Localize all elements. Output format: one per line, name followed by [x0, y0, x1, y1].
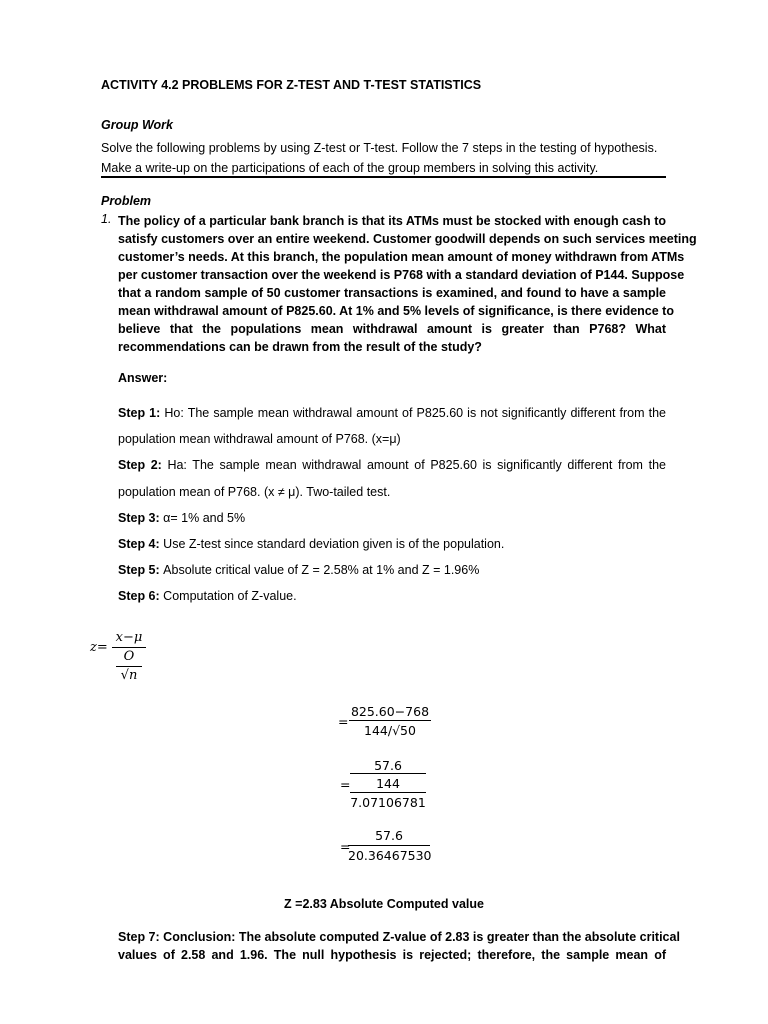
problem-line: recommendations can be drawn from the result of the study? — [118, 340, 482, 354]
f3-numerator: 57.6 — [375, 828, 403, 843]
step-7-line-2: values of 2.58 and 1.96. The null hypothesis is rejected; therefore, the sample mean of — [118, 948, 666, 962]
f2-inner-bar — [350, 792, 426, 793]
step-6-text: Computation of Z-value. — [163, 589, 297, 603]
answer-label: Answer: — [118, 371, 168, 385]
step-3-label: Step 3: — [118, 511, 160, 525]
f2-middle: 144 — [376, 776, 400, 791]
group-work-heading: Group Work — [101, 118, 173, 132]
f2-bar — [350, 773, 426, 774]
step-7-label: Step 7: — [118, 930, 160, 944]
problem-line: The policy of a particular bank branch is that its ATMs must be stocked with enough cash to — [118, 214, 666, 228]
step-2-line-1 — [118, 458, 666, 472]
step-4-label: Step 4: — [118, 537, 160, 551]
step-2-label: Step 2: — [118, 458, 162, 472]
step-1-line-1 — [118, 406, 666, 420]
problem-line: satisfy customers over an entire weekend. Customer goodwill depends on such services meeting — [118, 232, 697, 246]
problem-line: customer’s needs. At this branch, the population mean amount of money withdrawn from ATMs — [118, 250, 685, 264]
step-3-text: α= 1% and 5% — [163, 511, 246, 525]
step-4 — [118, 537, 666, 551]
f2-numerator: 57.6 — [374, 758, 402, 773]
step-5-text: Absolute critical value of Z = 2.58% at 1% and Z = 1.96% — [163, 563, 480, 577]
z-fraction-bar — [112, 647, 146, 648]
z-den-top: O — [123, 649, 135, 664]
step-4-text: Use Z-test since standard deviation given is of the population. — [163, 537, 505, 551]
instructions — [101, 138, 666, 178]
step-3 — [118, 511, 666, 525]
problem-statement — [118, 212, 697, 356]
step-2-line-2: population mean of P768. (x ≠ μ). Two-tailed test. — [118, 485, 391, 499]
step-1-text: Ho: The sample mean withdrawal amount of P825.60 is not significantly different from the — [164, 406, 666, 420]
problem-line: per customer transaction over the weekend is P768 with a standard deviation of P144. Suppose — [118, 268, 685, 282]
f1-numerator: 825.60−768 — [350, 704, 430, 719]
step-1-line-2: population mean withdrawal amount of P768. (x=μ) — [118, 432, 401, 446]
problem-line: mean withdrawal amount of P825.60. At 1% and 5% levels of significance, is there evidence to — [118, 304, 674, 318]
instruction-line: Make a write-up on the participations of each of the group members in solving this activity. — [101, 161, 599, 175]
z-inner-bar — [116, 666, 142, 667]
problem-heading: Problem — [101, 194, 152, 208]
step-7-line-1 — [118, 930, 680, 944]
equals-sign: = — [338, 714, 349, 729]
f3-denominator: 20.36467530 — [348, 848, 432, 863]
problem-line: believe that the populations mean withdrawal amount is greater than P768? What — [118, 322, 666, 336]
step-5 — [118, 563, 666, 577]
equals-sign: = — [340, 839, 351, 854]
z-den-bot: √n — [120, 668, 138, 683]
z-result: Z =2.83 Absolute Computed value — [284, 897, 484, 911]
f1-denominator: 144/√50 — [364, 723, 416, 738]
step-6-label: Step 6: — [118, 589, 160, 603]
step-5-label: Step 5: — [118, 563, 160, 577]
z-numerator: x−μ — [115, 630, 143, 645]
step-1-label: Step 1: — [118, 406, 161, 420]
problem-number: 1. — [101, 212, 112, 226]
step-2-text: Ha: The sample mean withdrawal amount of P825.60 is significantly different from the — [167, 458, 666, 472]
problem-line: that a random sample of 50 customer transactions is examined, and found to have a sample — [118, 286, 666, 300]
activity-title: ACTIVITY 4.2 PROBLEMS FOR Z-TEST AND T-TEST STATISTICS — [101, 78, 482, 92]
step-7-text: Conclusion: The absolute computed Z-value of 2.83 is greater than the absolute critical — [163, 930, 680, 944]
step-6 — [118, 589, 666, 603]
horizontal-rule — [101, 176, 666, 178]
f1-bar — [349, 720, 431, 721]
equals-sign: = — [340, 777, 351, 792]
f2-denominator: 7.07106781 — [350, 795, 426, 810]
f3-bar — [348, 845, 430, 846]
z-lhs: z= — [90, 640, 108, 655]
instruction-line: Solve the following problems by using Z-test or T-test. Follow the 7 steps in the testing of hypothesis. — [101, 141, 658, 155]
